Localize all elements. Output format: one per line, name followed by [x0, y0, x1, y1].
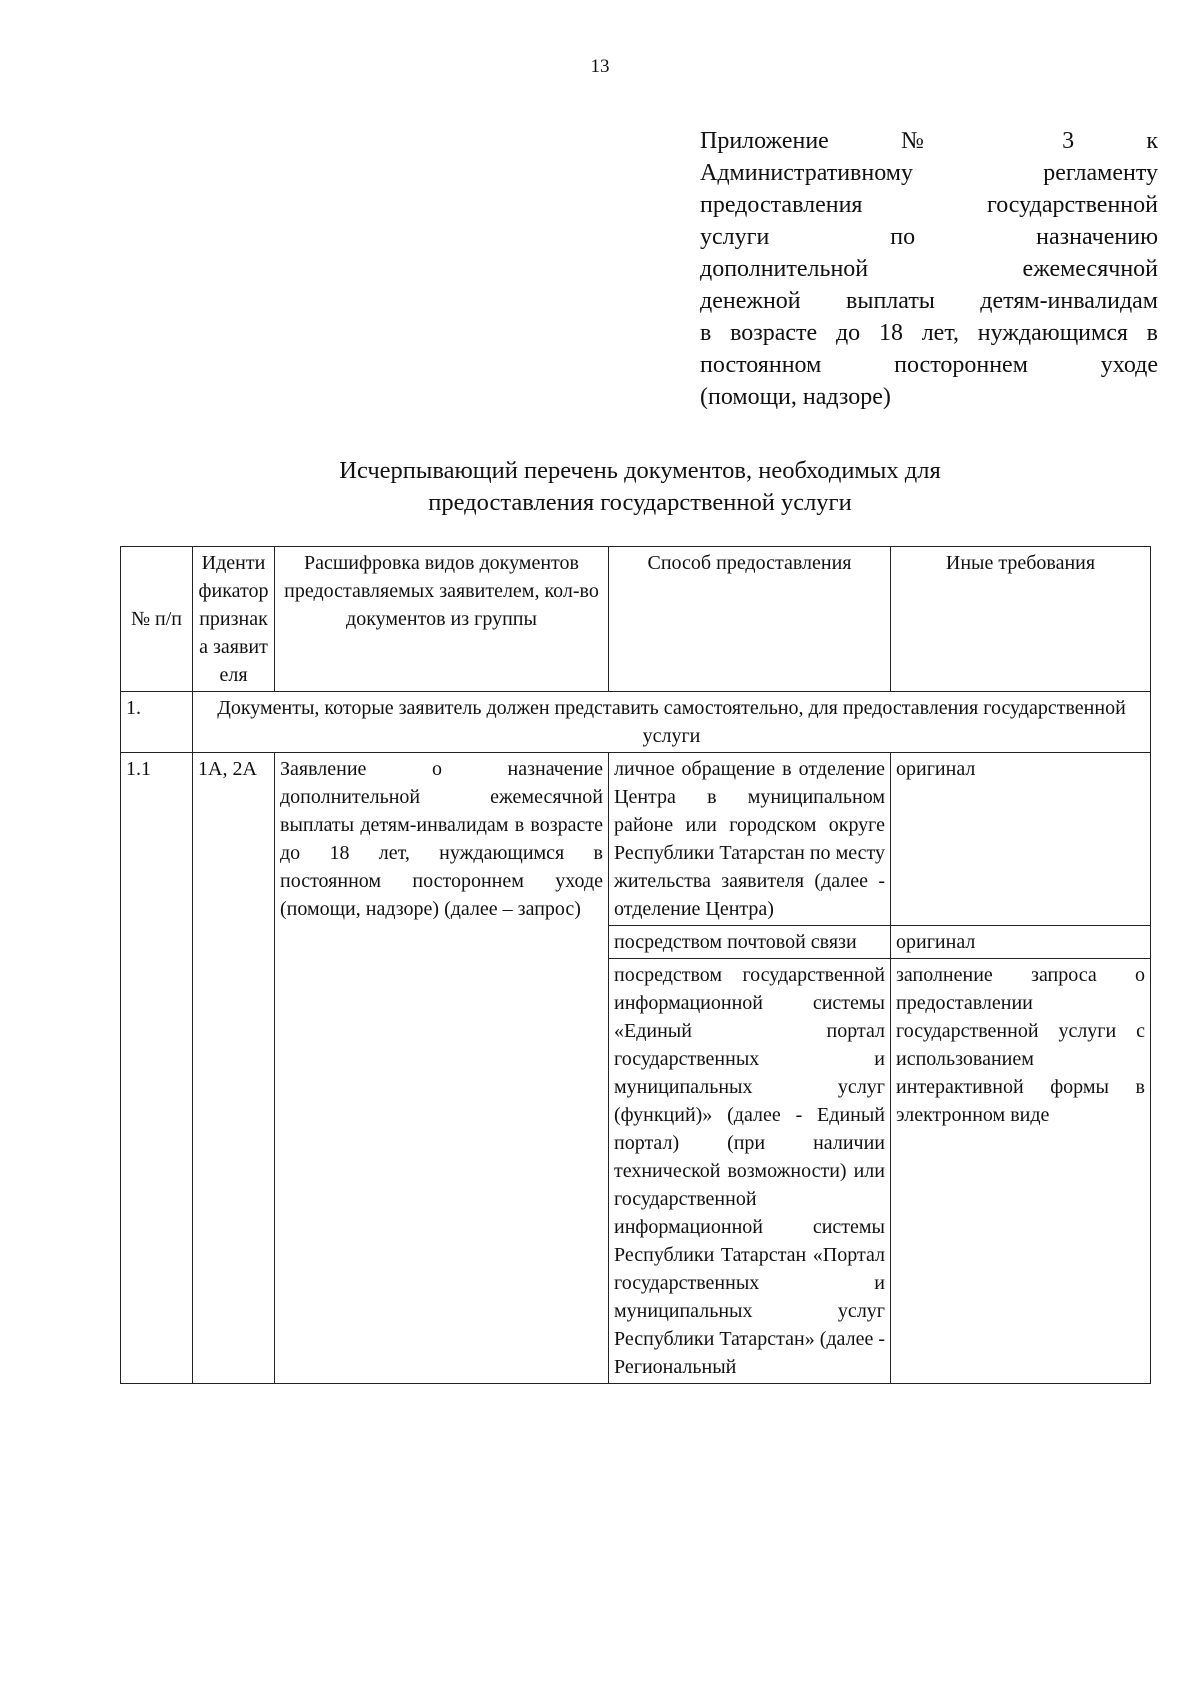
- row-num: 1.1: [121, 753, 193, 1384]
- title-line-1: Исчерпывающий перечень документов, необходимых для: [339, 457, 941, 484]
- appendix-line: в возрасте до 18 лет, нуждающимся в: [700, 320, 1158, 346]
- document-title: [200, 455, 1080, 519]
- appendix-line: Административному регламенту: [700, 160, 1158, 186]
- header-num: № п/п: [121, 547, 193, 692]
- row-method: личное обращение в отделение Центра в муниципальном районе или городском округе Республики Татарстан по месту жительства заявителя (далее - отделение Центра): [609, 753, 891, 926]
- appendix-line: дополнительной ежемесячной: [700, 256, 1158, 282]
- header-identifier: Идентификатор признака заявителя: [193, 547, 275, 692]
- appendix-line: (помощи, надзоре): [700, 384, 891, 410]
- appendix-heading: [700, 125, 1158, 413]
- row-requirement: оригинал: [891, 753, 1151, 926]
- page-number: 13: [590, 56, 610, 77]
- header-requirements: Иные требования: [891, 547, 1151, 692]
- row-requirement: заполнение запроса о предоставлении государственной услуги с использованием интерактивной формы в электронном виде: [891, 959, 1151, 1384]
- row-identifier: 1А, 2А: [193, 753, 275, 1384]
- appendix-line: денежной выплаты детям-инвалидам: [700, 288, 1158, 314]
- section-title-text: Документы, которые заявитель должен представить самостоятельно, для предоставления государственной услуги: [217, 697, 1126, 747]
- header-method: Способ предоставления: [609, 547, 891, 692]
- title-line-2: предоставления государственной услуги: [428, 489, 852, 516]
- row-method: посредством почтовой связи: [609, 926, 891, 959]
- documents-table: [120, 546, 1151, 1384]
- appendix-line: услуги по назначению: [700, 224, 1158, 250]
- appendix-line: Приложение № 3 к: [700, 128, 1158, 154]
- appendix-line: постоянном постороннем уходе: [700, 352, 1158, 378]
- section-title: [193, 692, 1151, 753]
- row-description: Заявление о назначение дополнительной ежемесячной выплаты детям-инвалидам в возрасте до 18 лет, нуждающимся в постоянном постороннем уходе (помощи, надзоре) (далее – запрос): [275, 753, 609, 1384]
- table-header-row: [121, 547, 1151, 692]
- section-num: 1.: [121, 692, 193, 753]
- header-description: Расшифровка видов документов предоставляемых заявителем, кол-во документов из группы: [275, 547, 609, 692]
- section-row: [121, 692, 1151, 753]
- appendix-line: предоставления государственной: [700, 192, 1158, 218]
- row-requirement: оригинал: [891, 926, 1151, 959]
- row-method: посредством государственной информационной системы «Единый портал государственных и муниципальных услуг (функций)» (далее - Единый портал) (при наличии технической возможности) или государственной информационной системы Республики Татарстан «Портал государственных и муниципальных услуг Республики Татарстан» (далее - Региональный: [609, 959, 891, 1384]
- table-row: [121, 753, 1151, 926]
